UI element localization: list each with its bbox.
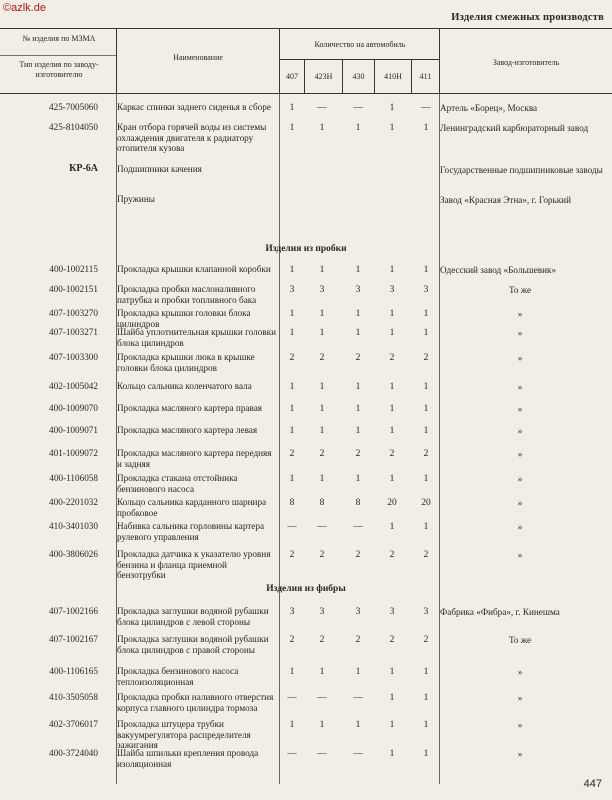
qty-423н: — <box>317 103 327 113</box>
qty-407: 8 <box>289 498 295 508</box>
qty-423н: 1 <box>319 426 325 436</box>
qty-430: 1 <box>355 426 361 436</box>
qty-411: 1 <box>423 720 429 730</box>
qty-407: 1 <box>289 123 295 133</box>
item-name: Прокладка бензинового насоса теплоизоляционная <box>117 666 239 687</box>
item-name: Прокладка штуцера трубки вакуумрегулятора распределителя зажигания <box>117 719 251 750</box>
manufacturer: Ленинградский карбюраторный завод <box>440 123 589 133</box>
table-header <box>0 28 612 94</box>
qty-407: 2 <box>289 550 295 560</box>
qty-423н: — <box>317 693 327 703</box>
col-mfr: Завод-изготовитель <box>492 58 560 67</box>
qty-423н: 2 <box>319 635 325 645</box>
part-number: 400-1106165 <box>49 666 98 676</box>
item-name: Прокладка пробки наливного отверстия корпуса главного цилиндра тормоза <box>117 692 274 713</box>
qty-430: 1 <box>355 265 361 275</box>
manufacturer: » <box>517 693 523 703</box>
qty-423н: 2 <box>319 449 325 459</box>
qty-430: 3 <box>355 285 361 295</box>
manufacturer: » <box>517 749 523 759</box>
qty-411: 3 <box>423 285 429 295</box>
qty-411: 1 <box>423 474 429 484</box>
item-name: Прокладка заглушки водяной рубашки блока цилиндров с левой стороны <box>117 606 269 627</box>
qty-430: — <box>353 522 363 532</box>
qty-410н: 1 <box>389 404 395 414</box>
manufacturer: Государственные подшипниковые заводы <box>440 165 603 175</box>
qty-430: 2 <box>355 353 361 363</box>
item-name: Прокладка крышки клапанной коробки <box>117 264 271 274</box>
item-name: Прокладка заглушки водяной рубашки блока цилиндров с правой стороны <box>117 634 269 655</box>
manufacturer: » <box>517 382 523 392</box>
qty-410н: 1 <box>389 328 395 338</box>
qty-407: 1 <box>289 103 295 113</box>
part-number: 400-1106058 <box>49 473 98 483</box>
manufacturer: » <box>517 309 523 319</box>
watermark: ©azlk.de <box>3 2 46 14</box>
part-number: КР-6А <box>69 163 98 174</box>
qty-407: 2 <box>289 353 295 363</box>
qty-407: 1 <box>289 667 295 677</box>
qty-430: — <box>353 749 363 759</box>
section-fiber: Изделия из фибры <box>266 584 346 594</box>
qty-410н: 1 <box>389 309 395 319</box>
qty-411: 1 <box>423 328 429 338</box>
qty-410н: 1 <box>389 667 395 677</box>
item-name: Прокладка масляного картера левая <box>117 425 258 435</box>
qty-407: 1 <box>289 404 295 414</box>
qty-411: 1 <box>423 522 429 532</box>
qty-407: — <box>287 749 297 759</box>
manufacturer: То же <box>508 635 532 645</box>
qty-407: 1 <box>289 474 295 484</box>
qty-411: 1 <box>423 426 429 436</box>
part-number: 401-1009072 <box>49 448 98 458</box>
qty-407: 1 <box>289 720 295 730</box>
qty-423н: 1 <box>319 382 325 392</box>
item-name: Кран отбора горячей воды из системы охлаждения двигателя к радиатору отопителя кузова <box>117 122 267 153</box>
manufacturer: » <box>517 498 523 508</box>
item-name: Пружины <box>117 194 155 204</box>
col-qty: Количество на автомобиль <box>314 40 406 49</box>
qty-423н: 1 <box>319 309 325 319</box>
qty-430: 1 <box>355 123 361 133</box>
qty-407: — <box>287 522 297 532</box>
item-name: Прокладка датчика к указателю уровня бензина и фланца приемной бензотрубки <box>117 549 271 580</box>
manufacturer: » <box>517 404 523 414</box>
qty-410н: 3 <box>389 607 395 617</box>
qty-410н: 3 <box>389 285 395 295</box>
part-number: 400-1009071 <box>49 425 98 435</box>
qty-430: 1 <box>355 667 361 677</box>
part-number: 407-1003300 <box>49 352 98 362</box>
qty-423н: — <box>317 749 327 759</box>
manufacturer: » <box>517 667 523 677</box>
qty-430: 1 <box>355 328 361 338</box>
qty-423н: 2 <box>319 353 325 363</box>
qty-411: 2 <box>423 550 429 560</box>
qty-410н: 1 <box>389 103 395 113</box>
qty-411: 1 <box>423 382 429 392</box>
qty-411: 1 <box>423 749 429 759</box>
qty-411: 20 <box>421 498 431 508</box>
qty-410н: 1 <box>389 522 395 532</box>
manufacturer: Фабрика «Фибра», г. Кинешма <box>440 607 560 617</box>
qty-423н: 1 <box>319 328 325 338</box>
qty-407: 1 <box>289 328 295 338</box>
qty-410н: 20 <box>387 498 397 508</box>
item-name: Прокладка масляного картера правая <box>117 403 263 413</box>
item-name: Прокладка крышки головки блока цилиндров <box>117 308 251 329</box>
qty-410н: 2 <box>389 353 395 363</box>
part-number: 425-7005060 <box>49 102 98 112</box>
manufacturer: » <box>517 426 523 436</box>
qty-423н: 1 <box>319 720 325 730</box>
part-number: 400-1002151 <box>49 284 98 294</box>
col-model-430: 430 <box>352 72 365 81</box>
qty-410н: 1 <box>389 123 395 133</box>
qty-411: 1 <box>423 693 429 703</box>
qty-423н: 3 <box>319 285 325 295</box>
qty-430: 1 <box>355 382 361 392</box>
col-type-no: Тип изделия по заводу-изготовителю <box>19 60 99 79</box>
qty-411: 2 <box>423 635 429 645</box>
qty-430: 1 <box>355 474 361 484</box>
col-model-423n: 423Н <box>314 72 333 81</box>
part-number: 402-3706017 <box>49 719 98 729</box>
qty-411: 2 <box>423 449 429 459</box>
qty-411: — <box>421 103 431 113</box>
section-cork: Изделия из пробки <box>265 244 347 254</box>
qty-423н: 1 <box>319 265 325 275</box>
col-model-407: 407 <box>286 72 298 81</box>
qty-423н: 1 <box>319 667 325 677</box>
qty-410н: 2 <box>389 449 395 459</box>
qty-423н: 8 <box>319 498 325 508</box>
item-name: Кольцо сальника коленчатого вала <box>117 381 252 391</box>
qty-410н: 2 <box>389 550 395 560</box>
part-number: 400-1009070 <box>49 403 98 413</box>
part-number: 410-3505058 <box>49 692 98 702</box>
qty-407: 1 <box>289 309 295 319</box>
qty-430: 8 <box>355 498 361 508</box>
qty-430: 2 <box>355 449 361 459</box>
qty-410н: 1 <box>389 265 395 275</box>
item-name: Шайба уплотнительная крышки головки блока цилиндров <box>117 327 277 348</box>
qty-407: 1 <box>289 382 295 392</box>
manufacturer: Артель «Борец», Москва <box>440 103 538 113</box>
qty-411: 2 <box>423 353 429 363</box>
item-name: Каркас спинки заднего сиденья в сборе <box>117 102 271 112</box>
part-number: 407-1003270 <box>49 308 98 318</box>
qty-411: 3 <box>423 607 429 617</box>
qty-423н: 3 <box>319 607 325 617</box>
running-head: Изделия смежных производств <box>451 12 604 23</box>
page-number: 447 <box>583 778 602 790</box>
item-name: Кольцо сальника карданного шарнира пробковое <box>117 497 267 518</box>
col-name: Наименование <box>173 53 223 62</box>
qty-407: 3 <box>289 607 295 617</box>
qty-430: 2 <box>355 635 361 645</box>
qty-411: 1 <box>423 309 429 319</box>
qty-411: 1 <box>423 404 429 414</box>
qty-407: 2 <box>289 635 295 645</box>
part-number: 407-1003271 <box>49 327 98 337</box>
qty-410н: 2 <box>389 635 395 645</box>
item-name: Прокладка пробки маслоналивного патрубка и пробки топливного бака <box>117 284 257 305</box>
item-name: Прокладка стакана отстойника бензинового насоса <box>117 473 238 494</box>
qty-430: — <box>353 693 363 703</box>
part-number: 407-1002166 <box>49 606 98 616</box>
qty-407: 3 <box>289 285 295 295</box>
item-name: Прокладка крышки люка в крышке головки блока цилиндров <box>117 352 255 373</box>
manufacturer: » <box>517 550 523 560</box>
manufacturer: » <box>517 353 523 363</box>
manufacturer: » <box>517 720 523 730</box>
qty-407: 2 <box>289 449 295 459</box>
qty-410н: 1 <box>389 382 395 392</box>
part-number: 400-3724040 <box>49 748 98 758</box>
qty-423н: 1 <box>319 404 325 414</box>
qty-430: 1 <box>355 309 361 319</box>
item-name: Шайба шпильки крепления провода изоляционная <box>117 748 259 769</box>
qty-430: 1 <box>355 720 361 730</box>
part-number: 425-8104050 <box>49 122 98 132</box>
qty-423н: — <box>317 522 327 532</box>
qty-410н: 1 <box>389 426 395 436</box>
manufacturer: » <box>517 474 523 484</box>
manufacturer: Одесский завод «Большевик» <box>440 265 557 275</box>
qty-407: 1 <box>289 265 295 275</box>
col-model-411: 411 <box>419 72 432 81</box>
qty-430: 3 <box>355 607 361 617</box>
col-part-no: № изделия по МЗМА <box>22 34 96 43</box>
item-name: Подшипники качения <box>117 164 202 174</box>
item-name: Набивка сальника горловины картера рулевого управления <box>117 521 265 542</box>
part-number: 402-1005042 <box>49 381 98 391</box>
qty-410н: 1 <box>389 749 395 759</box>
qty-411: 1 <box>423 123 429 133</box>
qty-410н: 1 <box>389 474 395 484</box>
qty-410н: 1 <box>389 720 395 730</box>
qty-430: 1 <box>355 404 361 414</box>
item-name: Прокладка масляного картера передняя и задняя <box>117 448 272 469</box>
qty-423н: 1 <box>319 474 325 484</box>
part-number: 407-1002167 <box>49 634 98 644</box>
qty-407: 1 <box>289 426 295 436</box>
qty-430: — <box>353 103 363 113</box>
manufacturer: Завод «Красная Этна», г. Горький <box>440 195 572 205</box>
qty-423н: 2 <box>319 550 325 560</box>
part-number: 400-1002115 <box>49 264 98 274</box>
qty-411: 1 <box>423 667 429 677</box>
manufacturer: » <box>517 522 523 532</box>
qty-410н: 1 <box>389 693 395 703</box>
qty-411: 1 <box>423 265 429 275</box>
qty-423н: 1 <box>319 123 325 133</box>
part-number: 400-2201032 <box>49 497 98 507</box>
manufacturer: » <box>517 449 523 459</box>
col-model-410n: 410Н <box>384 72 402 81</box>
manufacturer: То же <box>508 285 532 295</box>
manufacturer: » <box>517 328 523 338</box>
qty-407: — <box>287 693 297 703</box>
part-number: 400-3806026 <box>49 549 98 559</box>
qty-430: 2 <box>355 550 361 560</box>
part-number: 410-3401030 <box>49 521 98 531</box>
